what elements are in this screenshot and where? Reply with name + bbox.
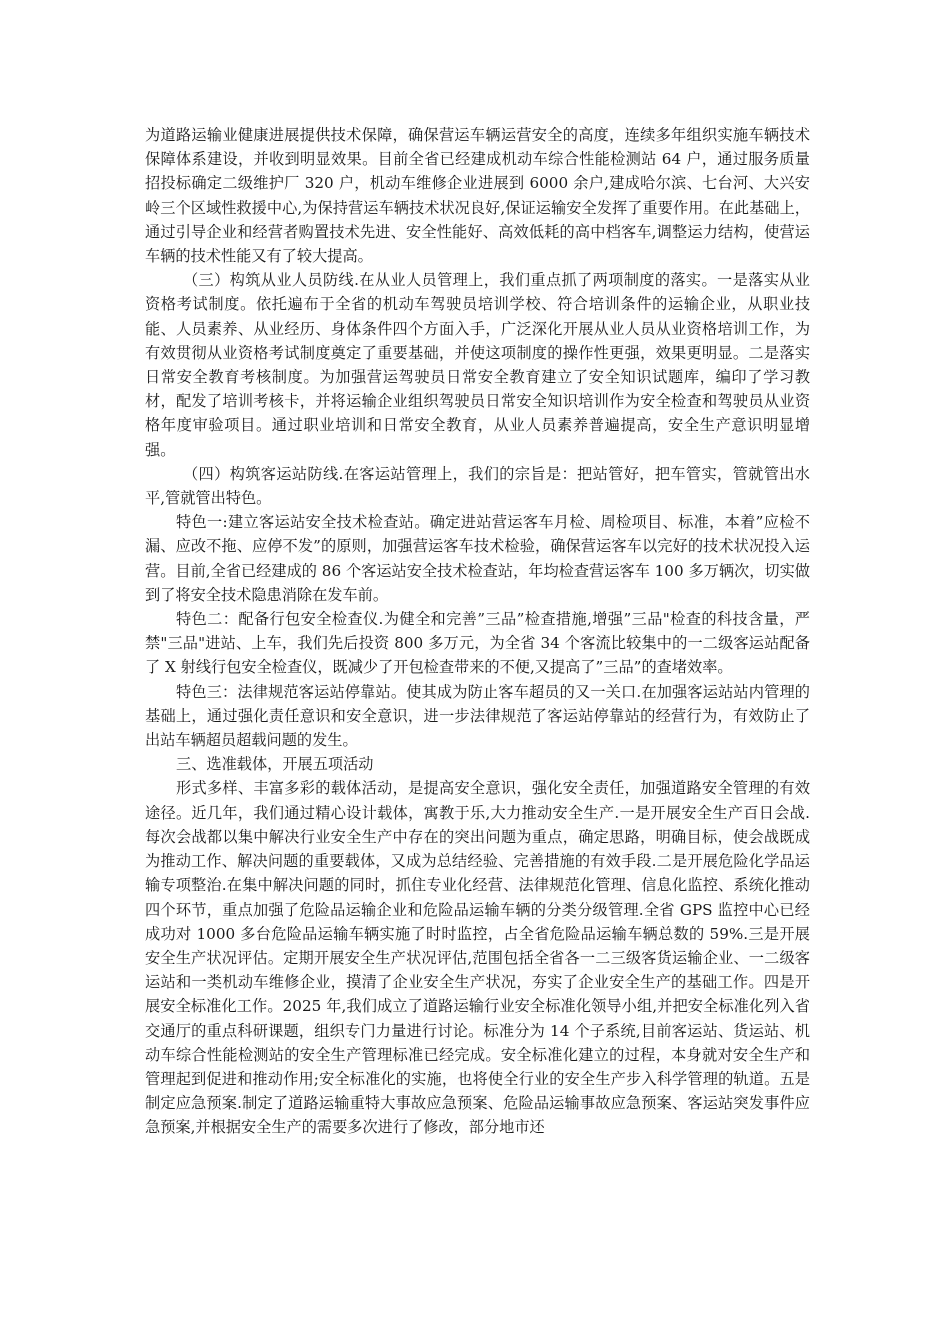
paragraph-five-activities: 形式多样、丰富多彩的载体活动，是提高安全意识，强化安全责任，加强道路安全管理的有效途径。近几年，我们通过精心设计载体，寓教于乐,大力推动安全生产.一是开展安全生产百日会战.每次会战都以集中解决行业安全生产中存在的突出问题为重点，确定思路，明确目标，使会战既成为推动工作、解决问题的重要载体，又成为总结经验、完善措施的有效手段.二是开展危险化学品运输专项整治.在集中解决问题的同时，抓住专业化经营、法律规范化管理、信息化监控、系统化推动四个环节，重点加强了危险品运输企业和危险品运输车辆的分类分级管理.全省 GPS 监控中心已经成功对 1000 多台危险品运输车辆实施了时时监控，占全省危险品运输车辆总数的 59%.三是开展安全生产状况评估。定期开展安全生产状况评估,范围包括全省各一二三级客货运输企业、一二级客运站和一类机动车维修企业，摸清了企业安全生产状况，夯实了企业安全生产的基础工作。四是开展安全标准化工作。2025 年,我们成立了道路运输行业安全标准化领导小组,并把安全标准化列入省交通厅的重点科研课题，组织专门力量进行讨论。标准分为 14 个子系统,目前客运站、货运站、机动车综合性能检测站的安全生产管理标准已经完成。安全标准化建立的过程，本身就对安全生产和管理起到促进和推动作用;安全标准化的实施，也将使全行业的安全生产步入科学管理的轨道。五是制定应急预案.制定了道路运输重特大事故应急预案、危险品运输事故应急预案、客运站突发事件应急预案,并根据安全生产的需要多次进行了修改，部分地市还 bbox=[145, 779, 810, 1137]
paragraph-feature-three: 特色三：法律规范客运站停靠站。使其成为防止客车超员的又一关口.在加强客运站站内管理的基础上，通过强化责任意识和安全意识，进一步法律规范了客运站停靠站的经营行为，有效防止了出站车辆超员超载问题的发生。 bbox=[145, 682, 810, 750]
paragraph-station-defense: （四）构筑客运站防线.在客运站管理上，我们的宗旨是：把站管好，把车管实，管就管出水平,管就管出特色。 bbox=[145, 464, 810, 508]
paragraph-feature-two: 特色二：配备行包安全检查仪.为健全和完善”三品”检查措施,增强”三品"检查的科技含量，严禁"三品"进站、上车，我们先后投资 800 多万元，为全省 34 个客流比较集中的一二级客运站配备了 X 射线行包安全检查仪，既减少了开包检查带来的不便,又提高了”三品”的查堵效率。 bbox=[145, 610, 810, 677]
paragraph-staff-defense: （三）构筑从业人员防线.在从业人员管理上，我们重点抓了两项制度的落实。一是落实从业资格考试制度。依托遍布于全省的机动车驾驶员培训学校、符合培训条件的运输企业，从职业技能、人员素养、从业经历、身体条件四个方面入手，广泛深化开展从业人员从业资格培训工作，为有效贯彻从业资格考试制度奠定了重要基础，并使这项制度的操作性更强，效果更明显。二是落实日常安全教育考核制度。为加强营运驾驶员日常安全教育建立了安全知识试题库，编印了学习教材，配发了培训考核卡，并将运输企业组织驾驶员日常安全知识培训作为安全检查和驾驶员从业资格年度审验项目。通过职业培训和日常安全教育，从业人员素养普遍提高，安全生产意识明显增强。 bbox=[145, 271, 810, 459]
paragraph-feature-one: 特色一:建立客运站安全技术检查站。确定进站营运客车月检、周检项目、标准，本着”应检不漏、应改不拖、应停不发”的原则，加强营运客车技术检验，确保营运客车以完好的技术状况投入运营。目前,全省已经建成的 86 个客运站安全技术检查站，年均检查营运客车 100 多万辆次，切实做到了将安全技术隐患消除在发车前。 bbox=[145, 513, 810, 604]
section-heading-five-activities: 三、选准载体，开展五项活动 bbox=[176, 755, 374, 774]
document-body bbox=[145, 123, 810, 1140]
paragraph-vehicle-tech-support: 为道路运输业健康进展提供技术保障，确保营运车辆运营安全的高度，连续多年组织实施车辆技术保障体系建设，并收到明显效果。目前全省已经建成机动车综合性能检测站 64 户，通过服务质量招投标确定二级维护厂 320 户，机动车维修企业进展到 6000 余户,建成哈尔滨、七台河、大兴安岭三个区域性救援中心,为保持营运车辆技术状况良好,保证运输安全发挥了重要作用。在此基础上，通过引导企业和经营者购置技术先进、安全性能好、高效低耗的高中档客车,调整运力结构，使营运车辆的技术性能又有了较大提高。 bbox=[145, 126, 810, 266]
